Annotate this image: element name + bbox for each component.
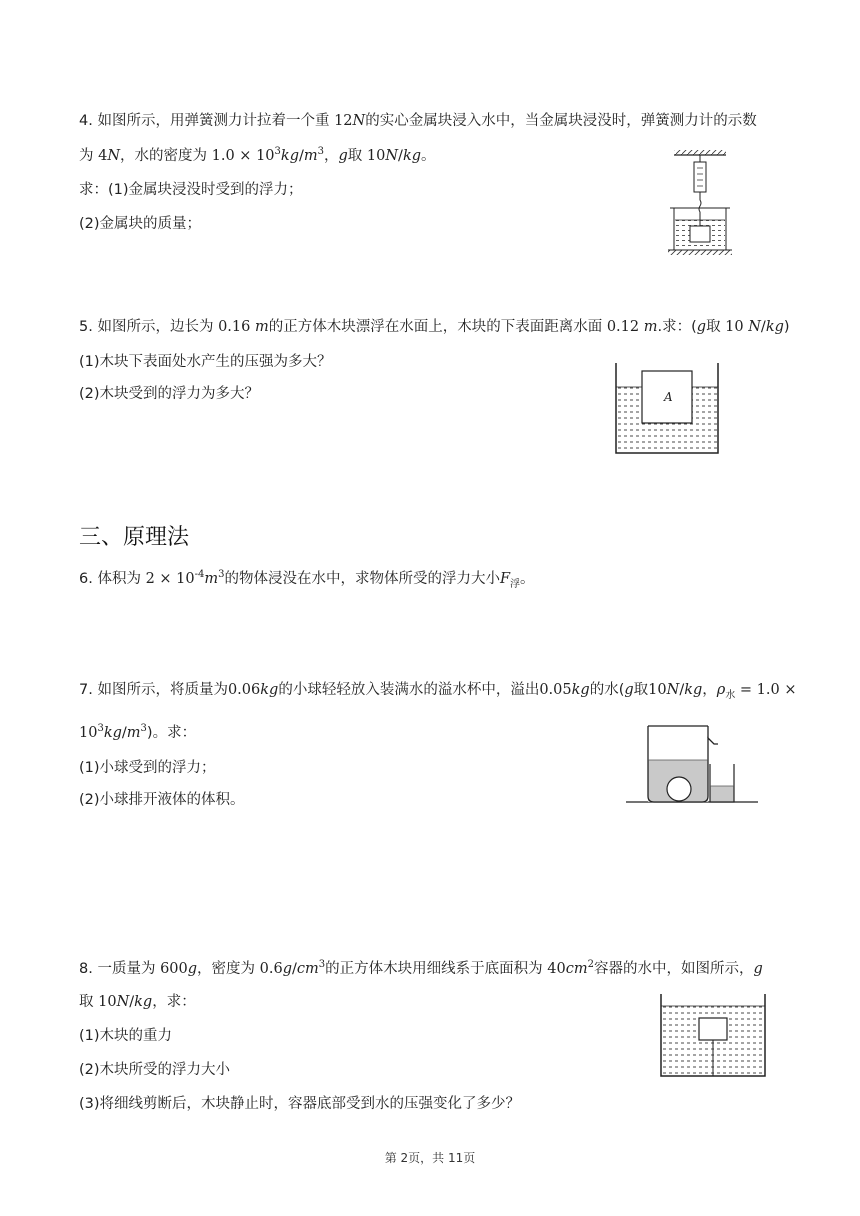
q8-line-1: 8. 一质量为 600g，密度为 $0.6g/cm^3$的正方体木块用细线系于底面积为 $40cm^2$容器的水中，如图所示，g	[79, 959, 763, 977]
q5-question-2: (2)木块受到的浮力为多大？	[79, 386, 260, 402]
q8-tethered-block-figure	[657, 992, 769, 1080]
q4-spring-scale-figure	[664, 148, 760, 258]
q8-question-2: (2)木块所受的浮力大小	[79, 1062, 231, 1078]
q4-question-1: 求：(1)金属块浸没时受到的浮力；	[79, 182, 303, 198]
q7-question-1: (1)小球受到的浮力；	[79, 760, 216, 776]
q4-line-2: 为 4N，水的密度为 $1.0 \times 10^3kg/m^3$，g取 10N/kg。	[79, 146, 436, 164]
q7-overflow-cup-figure	[626, 718, 760, 806]
q7-question-2: (2)小球排开液体的体积。	[79, 792, 245, 808]
q5-line-1: 5. 如图所示，边长为 0.16 m的正方体木块漂浮在水面上，木块的下表面距离水面 0.12 m.求：(g取 10 N/kg)	[79, 319, 790, 335]
q4-line-1: 4. 如图所示，用弹簧测力计拉着一个重 12N的实心金属块浸入水中，当金属块浸没时，弹簧测力计的示数	[79, 113, 757, 129]
q5-figure-label: A	[664, 390, 673, 404]
section-title: 三、原理法	[79, 525, 190, 550]
q7-line-1: 7. 如图所示，将质量为0.06kg的小球轻轻放入装满水的溢水杯中，溢出0.05kg的水(g取10N/kg，$\rho_水 = 1.0$ ×	[79, 682, 797, 701]
page-footer: 第 2页，共 11页	[384, 1151, 476, 1165]
q8-question-1: (1)木块的重力	[79, 1028, 173, 1044]
q7-line-2: $10^3kg/m^3$)。求：	[79, 723, 197, 741]
q6-line-1: 6. 体积为 $2 \times 10^{-4}m^3$的物体浸没在水中，求物体所受的浮力大小$F_浮$。	[79, 569, 535, 590]
q8-question-3: (3)将细线剪断后，木块静止时，容器底部受到水的压强变化了多少？	[79, 1096, 521, 1112]
q4-question-2: (2)金属块的质量；	[79, 216, 202, 232]
q5-question-1: (1)木块下表面处水产生的压强为多大？	[79, 354, 332, 370]
q8-line-2: 取 10N/kg，求：	[79, 994, 196, 1010]
q5-floating-block-figure	[612, 361, 722, 457]
